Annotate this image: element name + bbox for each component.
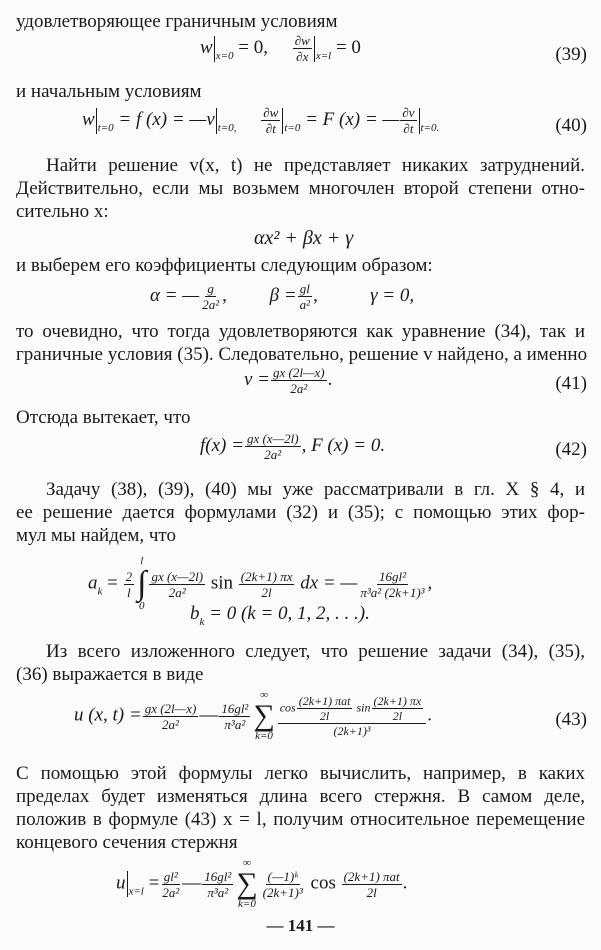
eq43-sden: 2l (392, 709, 403, 723)
eq43-lhs: u (x, t) = (74, 704, 142, 726)
coef-beta: β = (269, 284, 297, 306)
text-line: С помощью этой формулы легко вычислить, например, в каких (16, 763, 585, 784)
eq40-cond-t0d: t=0. (420, 121, 440, 134)
coef-g: g (207, 281, 214, 296)
eq39-bar (214, 36, 215, 62)
coef-alpha-frac (200, 282, 221, 311)
eq40-dt: ∂t (265, 121, 276, 136)
sum-top: ∞ (243, 857, 251, 869)
eq43-cden: 2l (319, 709, 330, 723)
eq43-num2: 16gl² (221, 700, 249, 716)
ak-end: , (427, 572, 433, 594)
text-line: мул мы найдем, что (16, 525, 176, 546)
bk-k: k (199, 616, 205, 628)
ak-l: l (127, 584, 131, 600)
ak-frac3 (358, 570, 426, 599)
eq41-num: gx (2l—x) (273, 365, 325, 380)
eq43-den1: 2a² (162, 716, 179, 732)
ak-den2: 2l (261, 584, 272, 600)
equation-number: (42) (555, 439, 587, 460)
eq42-lhs: f(x) = (200, 434, 244, 456)
text-line: то очевидно, что тогда удовлетворяются как уравнение (34), так и (16, 321, 585, 342)
ulast-frac2 (202, 870, 233, 899)
eq40-bar2 (216, 108, 217, 134)
eq39-dx: ∂x (296, 49, 309, 64)
text-line: положив в формуле (43) x = l, получим относительное перемещение (16, 809, 585, 830)
text-line: концевого сечения стержня (16, 832, 238, 853)
eq39-dwdx (293, 34, 312, 63)
coefficients (150, 282, 414, 311)
eq43-bignum (278, 695, 427, 724)
eq40-lhs: w (82, 108, 95, 130)
text-line: Задачу (38), (39), (40) мы уже рассматривали в гл. X § 4, и (46, 479, 585, 500)
eq43-bden: (2k+1)³ (333, 724, 371, 738)
ulast-den3: (2k+1)³ (262, 884, 303, 900)
eq43-frac1 (143, 702, 199, 731)
ak-2l (124, 570, 135, 599)
ak-k: k (97, 585, 103, 598)
ulast-den1: 2a² (162, 884, 180, 900)
sum-sym: ∑ (236, 867, 258, 900)
coef-gamma: γ = 0, (370, 284, 415, 306)
eq39-cond-x0: x=0 (215, 49, 234, 62)
eq40-dv: ∂v (402, 105, 415, 120)
eq42-frac (245, 432, 301, 461)
eq40-bar (96, 108, 97, 134)
eq42-end: , F (x) = 0. (301, 434, 386, 456)
equation-41 (244, 366, 332, 395)
eq41-lhs: v = (244, 368, 271, 390)
eq43-cos: cos (279, 700, 296, 715)
eq43-sfrac (372, 695, 424, 722)
eq39-eq-zero: = 0, (238, 36, 268, 58)
equation-bk (190, 604, 370, 628)
eq39-bar2 (314, 36, 315, 62)
int-top: l (140, 555, 144, 567)
eq40-dw: ∂w (263, 105, 279, 120)
ak-num2: (2k+1) πx (240, 568, 293, 584)
equation-number: (43) (555, 709, 587, 730)
eq43-frac2 (219, 702, 250, 731)
text-line: граничные условия (35). Следовательно, решение v найдено, а именно (16, 344, 588, 365)
equation-40 (82, 106, 439, 135)
ulast-cnum: (2k+1) πat (343, 868, 400, 884)
equation-number: (39) (555, 44, 587, 65)
text-line: пределах будет изменяться длина всего стержня. В самом деле, (16, 786, 585, 807)
ak-den3: π³a² (2k+1)³ (360, 584, 425, 600)
coef-2a2: 2a² (202, 297, 220, 312)
sum-sym: ∑ (253, 699, 275, 732)
ak-lhs: a (88, 572, 98, 594)
ulast-cond: x=l (128, 885, 144, 898)
eq40-bar4 (419, 108, 420, 134)
ulast-eq: = (148, 872, 160, 894)
eq42-num: gx (x—2l) (246, 431, 299, 446)
coef-a2: a² (299, 297, 311, 312)
coef-beta-frac (298, 282, 312, 311)
ak-num: gx (x—2l) (151, 568, 204, 584)
ak-num3: 16gl² (378, 568, 406, 584)
equation-ulast (116, 858, 407, 910)
sum-sign (236, 858, 257, 910)
text-line: Отсюда вытекает, что (16, 407, 191, 428)
eq40-mid2: = F (x) = — (305, 108, 400, 130)
ulast-lhs: u (116, 872, 126, 894)
int-bot: 0 (139, 600, 145, 612)
eq43-bigfrac (278, 695, 427, 737)
text-line: Из всего изложенного следует, что решение задачи (34), (35), (46, 641, 585, 662)
ulast-num2: 16gl² (204, 868, 232, 884)
sum-bot: k=0 (255, 730, 273, 742)
eq40-dt2: ∂t (403, 121, 414, 136)
ulast-cos: cos (310, 872, 336, 894)
eq43-end: . (427, 704, 433, 726)
sum-top: ∞ (260, 689, 268, 701)
coef-sep2: , (313, 284, 318, 306)
eq43-cnum: (2k+1) πat (298, 694, 351, 708)
eq43-minus: — (199, 704, 219, 726)
eq40-cond-t0: t=0 (97, 121, 114, 134)
sum-bot: k=0 (238, 898, 256, 910)
coef-sep1: , (222, 284, 227, 306)
eq41-frac (271, 366, 327, 395)
text-line: (36) выражается в виде (16, 664, 204, 685)
text-line: сительно x: (16, 201, 109, 222)
eq43-snum: (2k+1) πx (373, 694, 422, 708)
ulast-frac1 (160, 870, 181, 899)
eq39-eq-zero2: = 0 (335, 36, 361, 58)
eq39-w: w (200, 36, 213, 58)
eq43-cfrac (297, 695, 353, 722)
ak-eq: = (107, 572, 118, 594)
eq43-sin: sin (356, 700, 371, 715)
int-sym: ∫ (137, 565, 147, 602)
coef-alpha: α = — (150, 284, 200, 306)
ulast-cden: 2l (366, 884, 377, 900)
text-line: и начальным условиям (16, 81, 202, 102)
eq39-dw: ∂w (294, 33, 310, 48)
ulast-num3: (—1)ᵏ (267, 868, 298, 884)
eq43-den2: π³a² (224, 716, 246, 732)
equation-43 (74, 690, 432, 742)
ulast-frac3 (261, 870, 305, 899)
ulast-num1: gl² (163, 868, 178, 884)
eq42-den: 2a² (264, 447, 282, 462)
equation-42 (200, 432, 385, 461)
ak-sin: sin (210, 572, 233, 594)
ak-frac2 (239, 570, 295, 599)
text-line: ее решение дается формулами (32) и (35); с помощью этих фор- (16, 502, 585, 523)
page-number: — 141 — (266, 916, 335, 935)
eq40-dvdt (400, 106, 416, 135)
ak-two: 2 (125, 568, 133, 584)
integral-sign (137, 556, 146, 612)
eq40-cond-t0c: t=0 (284, 121, 301, 134)
text-line: Найти решение v(x, t) не представляет никаких затруднений. (46, 155, 585, 176)
ulast-cfrac (342, 870, 402, 899)
equation-39 (200, 34, 361, 63)
equation-number: (40) (555, 115, 587, 136)
eq39-cond-xl: x=l (315, 49, 332, 62)
text-line: Действительно, если мы возьмем многочлен второй степени отно- (16, 178, 585, 199)
text-line: удовлетворяющее граничным условиям (16, 11, 338, 32)
bk-rest: = 0 (k = 0, 1, 2, . . .). (209, 603, 370, 624)
bk-text: b (190, 603, 200, 624)
sum-sign (253, 690, 274, 742)
eq40-dwdt (261, 106, 280, 135)
polynomial: αx² + βx + γ (254, 227, 354, 249)
eq43-num1: gx (2l—x) (144, 700, 197, 716)
text-line: и выберем его коэффициенты следующим образом: (16, 255, 433, 276)
ulast-bar (127, 871, 128, 897)
eq40-cond-t0b: t=0, (217, 121, 237, 134)
coef-gl: gl (299, 281, 310, 296)
ulast-end: . (402, 872, 408, 894)
ak-frac1 (149, 570, 205, 599)
eq41-den: 2a² (290, 381, 308, 396)
eq40-mid: = f (x) = —v (118, 108, 215, 130)
equation-number: (41) (555, 373, 587, 394)
ak-den: 2a² (168, 584, 186, 600)
ulast-minus: — (182, 872, 202, 894)
ak-dx: dx = — (300, 572, 358, 594)
ulast-den2: π³a² (207, 884, 229, 900)
eq41-end: . (327, 368, 333, 390)
